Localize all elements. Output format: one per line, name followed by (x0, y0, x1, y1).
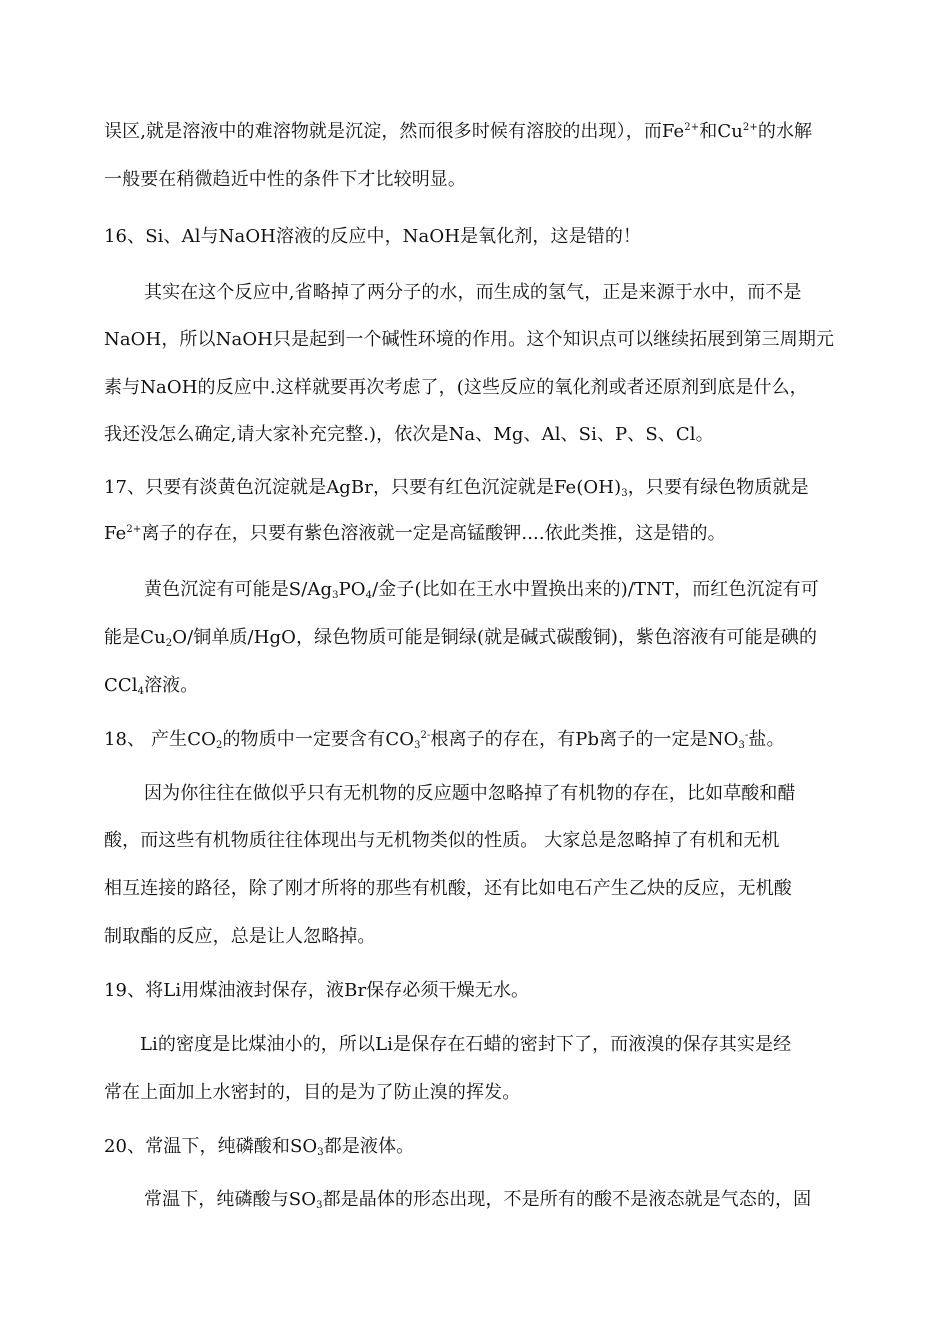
item-19-text-line-2: 常在上面加上水密封的，目的是为了防止溴的挥发。 (104, 1082, 521, 1103)
item-17-heading-line-2 (104, 522, 850, 546)
item-20-text-line-1 (144, 1188, 850, 1212)
paragraph-continuation-line-1 (104, 120, 850, 144)
text-run: CCl (104, 675, 138, 696)
item-19-text-line-1: Li的密度是比煤油小的，所以Li是保存在石蜡的密封下了，而液溴的保存其实是经 (140, 1034, 792, 1055)
subscript: 3 (414, 740, 421, 751)
text-run: 都是晶体的形态出现，不是所有的酸不是液态就是气态的，固 (322, 1189, 812, 1210)
item-16-text-line-2: NaOH，所以NaOH只是起到一个碱性环境的作用。这个知识点可以继续拓展到第三周期元 (104, 329, 835, 350)
subscript: 4 (365, 590, 373, 601)
text-run: 误区,就是溶液中的难溶物就是沉淀，然而很多时候有溶胶的出现），而Fe (104, 121, 685, 142)
text-run: Fe (104, 523, 127, 544)
text-run: ，只要有绿色物质就是 (627, 477, 809, 498)
subscript: 3 (316, 1200, 323, 1211)
text-run: 18、 产生CO (104, 729, 216, 750)
text-run: 和Cu (699, 121, 743, 142)
subscript: 3 (317, 1147, 324, 1158)
text-run: 黄色沉淀有可能是S/Ag (144, 579, 333, 600)
text-run: 离子的存在，只要有紫色溶液就一定是高锰酸钾....依此类推，这是错的。 (141, 523, 726, 544)
item-16-text-line-4: 我还没怎么确定,请大家补充完整.)，依次是Na、Mg、Al、Si、P、S、Cl。 (104, 424, 714, 445)
item-16-text-line-1: 其实在这个反应中,省略掉了两分子的水，而生成的氢气，正是来源于水中，而不是 (144, 282, 802, 303)
item-17-text-line-2 (104, 626, 850, 650)
superscript: 2+ (684, 122, 700, 133)
superscript: 2+ (742, 122, 758, 133)
item-18-text-line-3: 相互连接的路径，除了刚才所将的那些有机酸，还有比如电石产生乙炔的反应，无机酸 (104, 878, 792, 899)
subscript: 3 (621, 488, 628, 499)
text-run: 17、只要有淡黄色沉淀就是AgBr，只要有红色沉淀就是Fe(OH) (104, 477, 622, 498)
subscript: 2 (165, 638, 173, 649)
item-16-heading: 16、Si、Al与NaOH溶液的反应中，NaOH是氧化剂，这是错的！ (104, 226, 642, 247)
text-run: 盐。 (748, 729, 785, 750)
text-run: 的水解 (757, 121, 813, 142)
item-18-text-line-2: 酸，而这些有机物质往往体现出与无机物类似的性质。 大家总是忽略掉了有机和无机 (104, 830, 780, 851)
item-18-text-line-4: 制取酯的反应，总是让人忽略掉。 (104, 926, 376, 947)
item-17-heading-line-1 (104, 476, 850, 500)
subscript: 4 (137, 686, 145, 697)
text-run: O/铜单质/HgO，绿色物质可能是铜绿(就是碱式碳酸铜)，紫色溶液有可能是碘的 (172, 627, 818, 648)
subscript: 2 (215, 740, 223, 751)
subscript: 3 (332, 590, 339, 601)
text-run: 的物质中一定要含有CO (222, 729, 415, 750)
superscript: - (744, 730, 749, 741)
item-19-heading: 19、将Li用煤油液封保存，液Br保存必须干燥无水。 (104, 980, 530, 1001)
text-run: 都是液体。 (323, 1136, 415, 1157)
item-17-text-line-1 (144, 578, 850, 602)
text-run: 根离子的存在，有Pb离子的一定是NO (430, 729, 739, 750)
item-18-heading (104, 728, 850, 752)
subscript: 3 (738, 740, 745, 751)
item-17-text-line-3 (104, 674, 850, 698)
item-18-text-line-1: 因为你往往在做似乎只有无机物的反应题中忽略掉了有机物的存在，比如草酸和醋 (144, 783, 796, 804)
text-run: 20、常温下，纯磷酸和SO (104, 1136, 318, 1157)
paragraph-continuation-line-2: 一般要在稍微趋近中性的条件下才比较明显。 (104, 169, 466, 190)
superscript: 2- (420, 730, 431, 741)
text-run: /金子(比如在王水中置换出来的)/TNT，而红色沉淀有可 (372, 579, 819, 600)
text-run: 能是Cu (104, 627, 166, 648)
item-20-heading (104, 1135, 850, 1159)
superscript: 2+ (126, 524, 142, 535)
text-run: PO (338, 579, 366, 600)
text-run: 溶液。 (144, 675, 199, 696)
item-16-text-line-3: 素与NaOH的反应中.这样就要再次考虑了，(这些反应的氧化剂或者还原剂到底是什么， (104, 377, 808, 398)
text-run: 常温下，纯磷酸与SO (144, 1189, 317, 1210)
